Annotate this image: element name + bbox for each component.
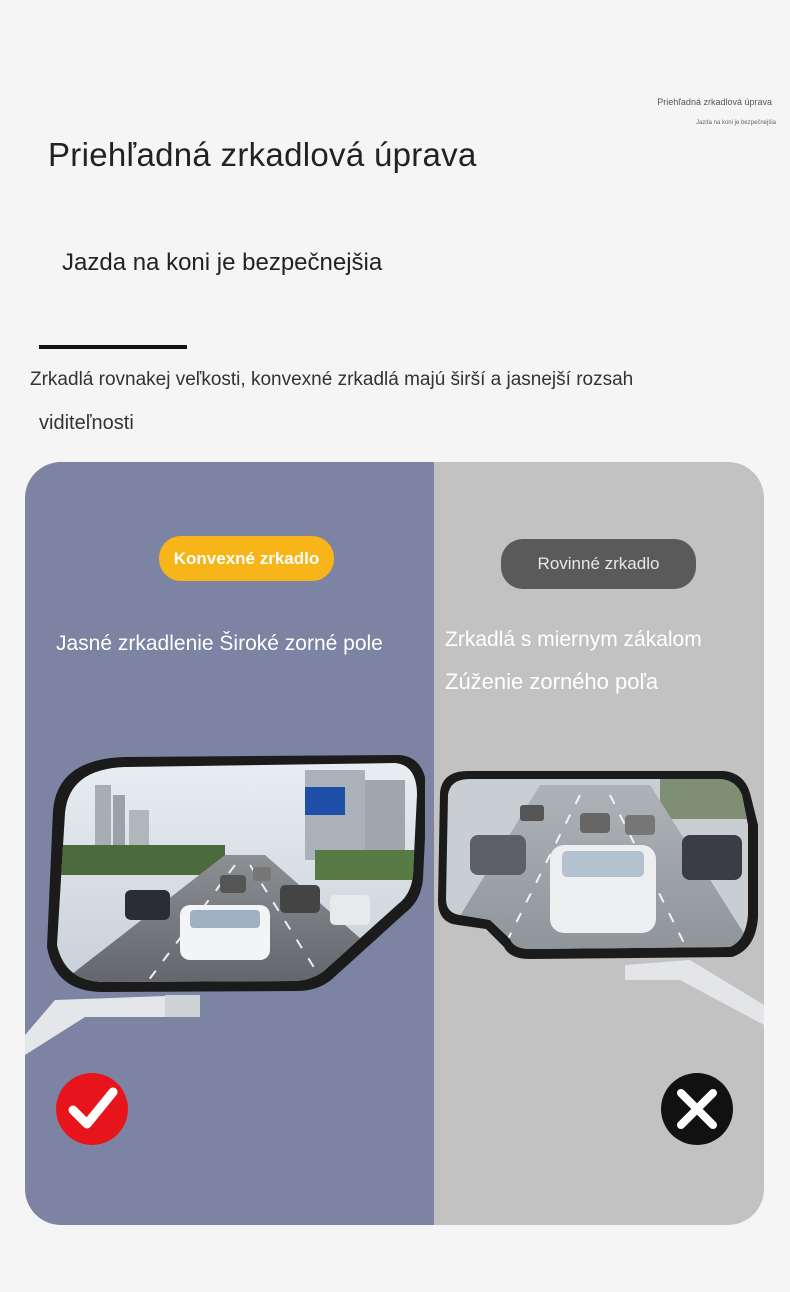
convex-mirror-claim: Jasné zrkadlenie Široké zorné pole bbox=[56, 632, 383, 655]
plane-verdict-badge bbox=[661, 1073, 733, 1145]
description-line-2: viditeľnosti bbox=[39, 412, 134, 434]
plane-mirror-claim-2: Zúženie zorného poľa bbox=[445, 669, 659, 694]
page-title: Priehľadná zrkadlová úprava bbox=[48, 136, 477, 173]
plane-mirror-image bbox=[430, 765, 764, 1025]
checkmark-icon bbox=[65, 1082, 119, 1136]
corner-subtitle: Jazda na koni je bezpečnejšia bbox=[695, 120, 776, 126]
page-subtitle: Jazda na koni je bezpečnejšia bbox=[62, 249, 383, 276]
cross-icon bbox=[672, 1084, 722, 1134]
plane-mirror-label: Rovinné zrkadlo bbox=[501, 539, 696, 589]
convex-verdict-badge bbox=[56, 1073, 128, 1145]
convex-mirror-image bbox=[25, 755, 425, 1065]
plane-mirror-claim-1: Zrkadlá s miernym zákalom bbox=[445, 628, 702, 651]
description-line-1: Zrkadlá rovnakej veľkosti, konvexné zrkadlá majú širší a jasnejší rozsah bbox=[30, 369, 634, 390]
divider-rule bbox=[39, 345, 187, 349]
convex-mirror-label: Konvexné zrkadlo bbox=[159, 536, 334, 581]
corner-title: Priehľadná zrkadlová úprava bbox=[657, 97, 772, 107]
